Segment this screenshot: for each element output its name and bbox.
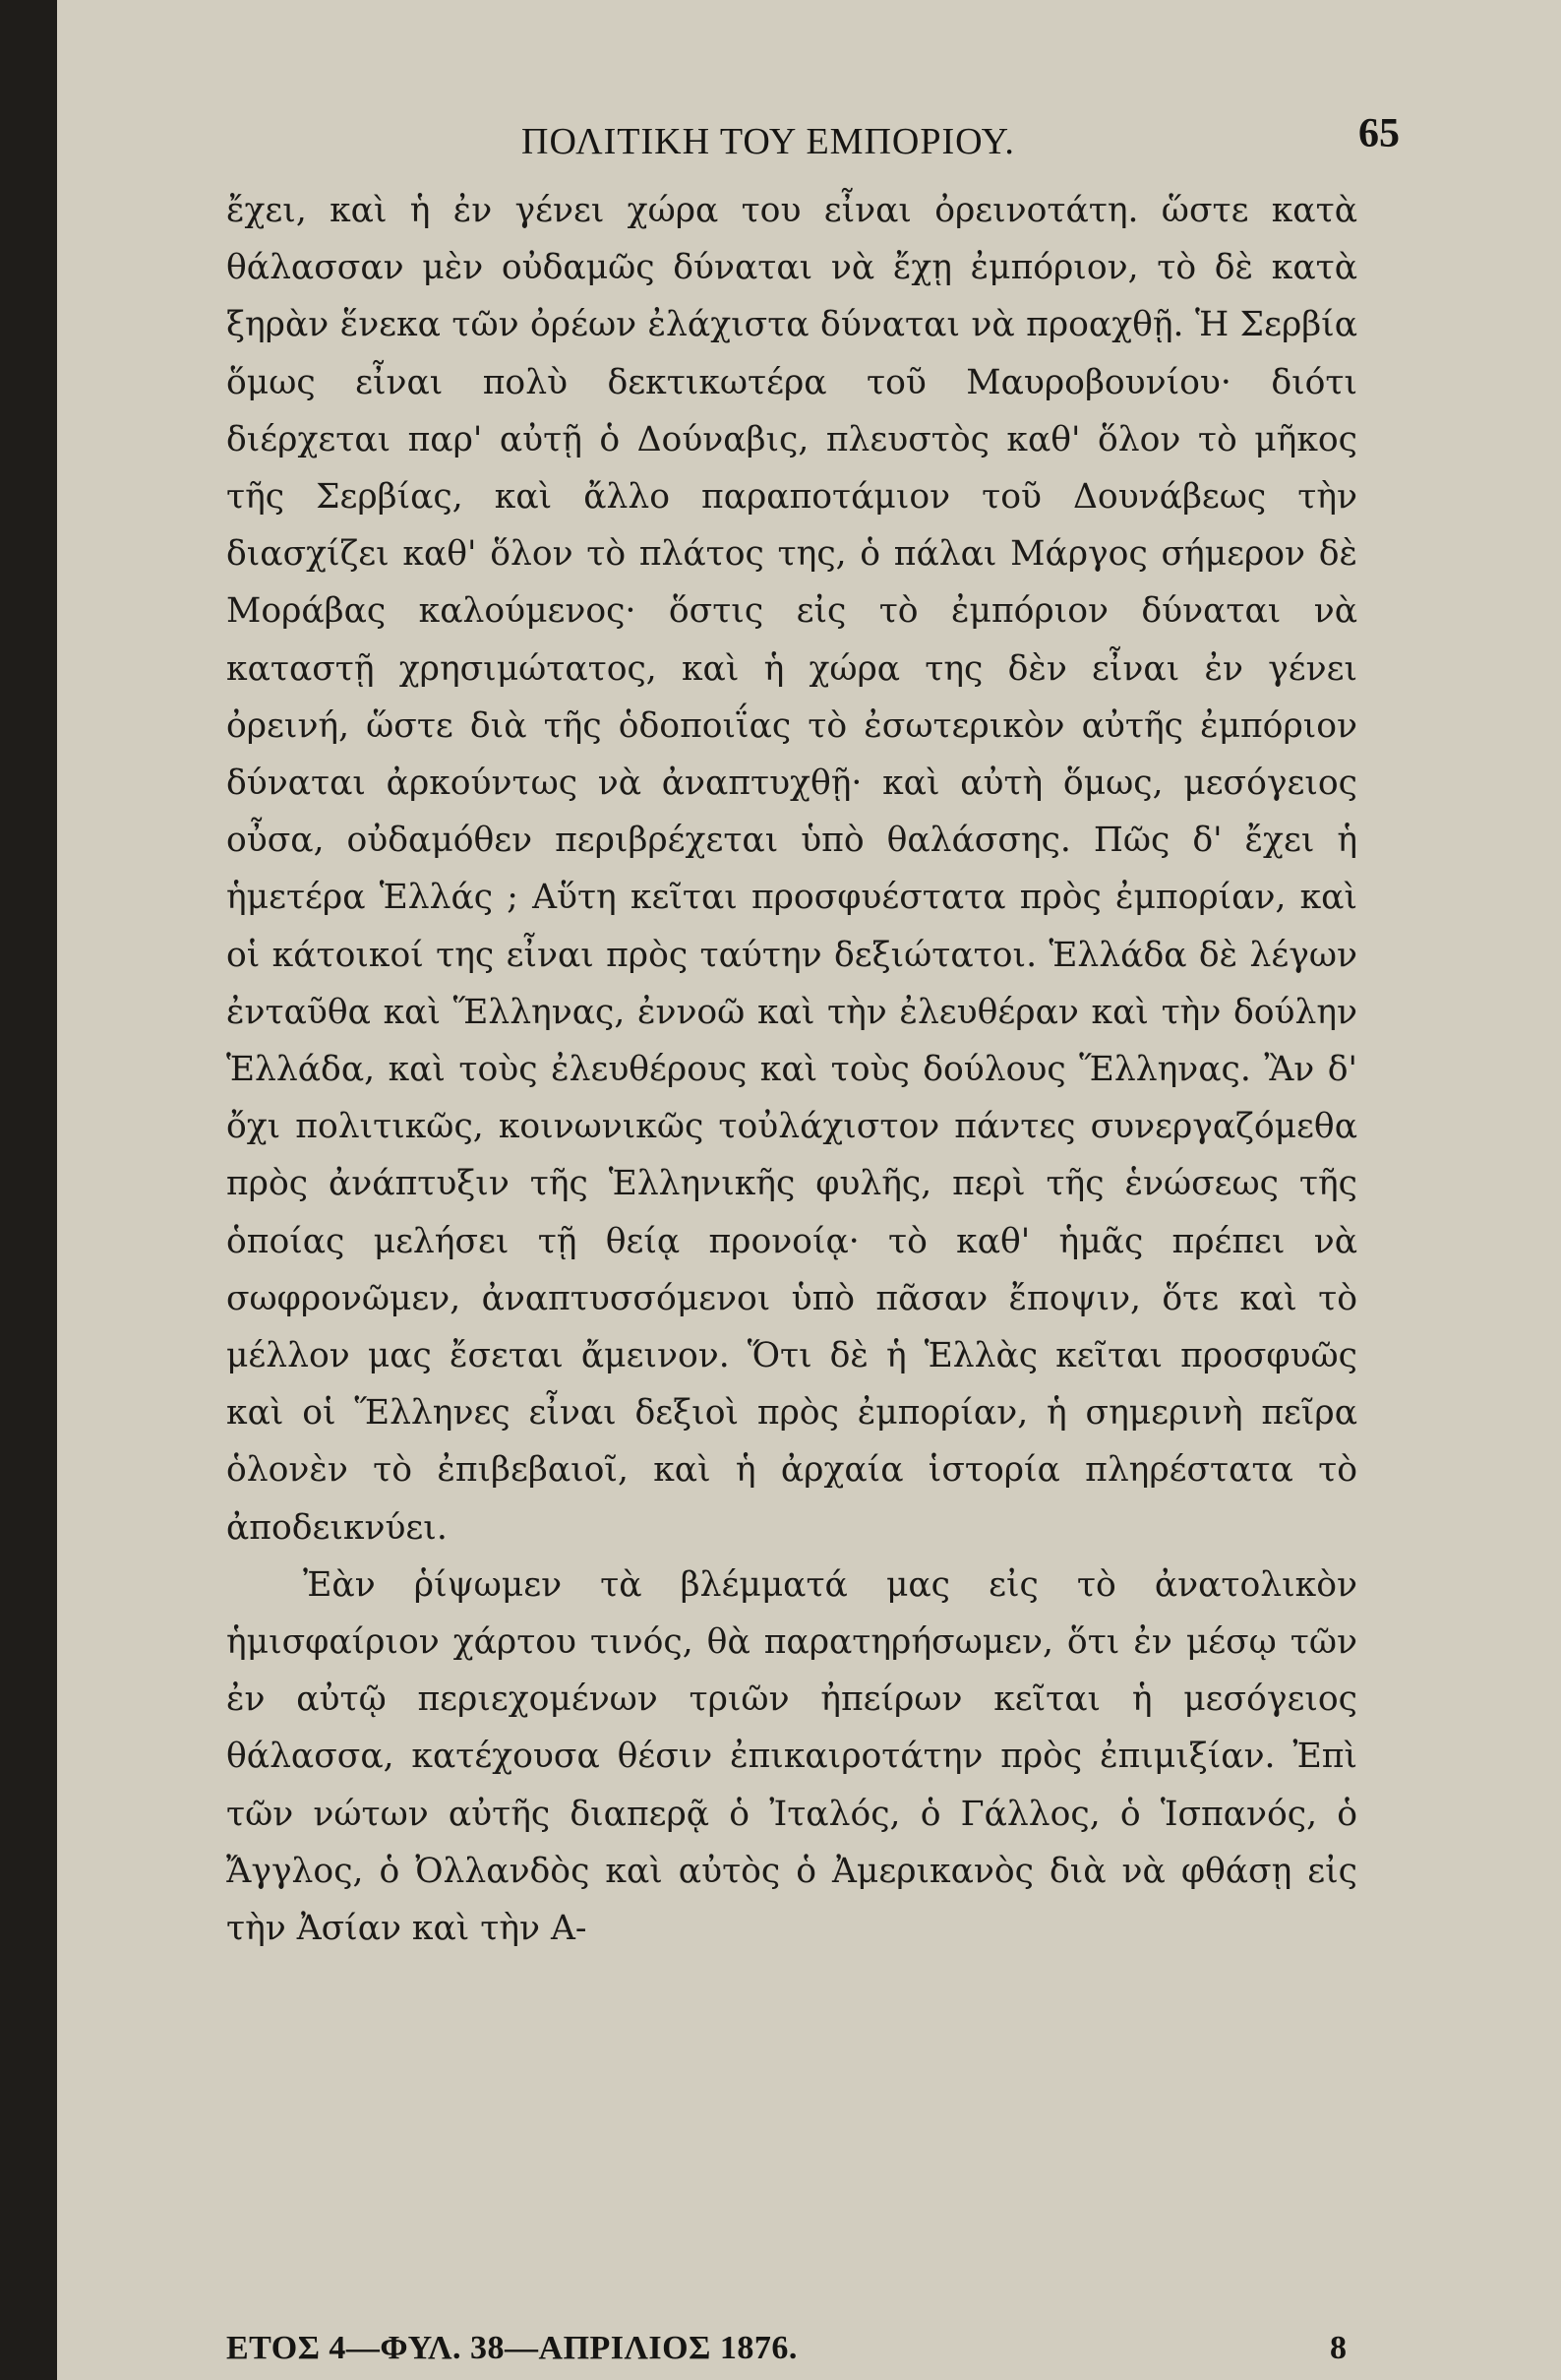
body-text [226, 182, 1357, 1957]
running-head [226, 110, 1421, 169]
signature-line [226, 2330, 1421, 2369]
book-page [57, 0, 1561, 2380]
running-title: ΠΟΛΙΤΙΚΗ ΤΟΥ ΕΜΠΟΡΙΟΥ. [521, 121, 1015, 162]
signature-text: ΕΤΟΣ 4—ΦΥΛ. 38—ΑΠΡΙΛΙΟΣ 1876. [226, 2330, 798, 2366]
signature-mark: 8 [1330, 2330, 1347, 2366]
paragraph: Ἐὰν ῥίψωμεν τὰ βλέμματά μας εἰς τὸ ἀνατολικὸν ἡμισφαίριον χάρτου τινός, θὰ παρατηρήσωμεν, ὅτι ἐν μέσῳ τῶν ἐν αὐτῷ περιεχομένων τριῶν ἠπείρων κεῖται ἡ μεσόγειος θάλασσα, κατέχουσα θέσιν ἐπικαιροτάτην πρὸς ἐπιμιξίαν. Ἐπὶ τῶν νώτων αὐτῆς διαπερᾷ ὁ Ἰταλός, ὁ Γάλλος, ὁ Ἱσπανός, ὁ Ἄγγλος, ὁ Ὀλλανδὸς καὶ αὐτὸς ὁ Ἀμερικανὸς διὰ νὰ φθάσῃ εἰς τὴν Ἀσίαν καὶ τὴν Α- [226, 1564, 1357, 1949]
paragraph: ἔχει, καὶ ἡ ἐν γένει χώρα του εἶναι ὀρεινοτάτη. ὥστε κατὰ θάλασσαν μὲν οὐδαμῶς δύναται νὰ ἔχῃ ἐμπόριον, τὸ δὲ κατὰ ξηρὰν ἕνεκα τῶν ὀρέων ἐλάχιστα δύναται νὰ προαχθῇ. Ἡ Σερβία ὅμως εἶναι πολὺ δεκτικωτέρα τοῦ Μαυροβουνίου· διότι διέρχεται παρ' αὐτῇ ὁ Δούναβις, πλευστὸς καθ' ὅλον τὸ μῆκος τῆς Σερβίας, καὶ ἄλλο παραποτάμιον τοῦ Δουνάβεως τὴν διασχίζει καθ' ὅλον τὸ πλάτος της, ὁ πάλαι Μάργος σήμερον δὲ Μοράβας καλούμενος· ὅστις εἰς τὸ ἐμπόριον δύναται νὰ καταστῇ χρησιμώτατος, καὶ ἡ χώρα της δὲν εἶναι ἐν γένει ὀρεινή, ὥστε διὰ τῆς ὁδοποιΐας τὸ ἐσωτερικὸν αὐτῆς ἐμπόριον δύναται ἀρκούντως νὰ ἀναπτυχθῇ· καὶ αὐτὴ ὅμως, μεσόγειος οὖσα, οὐδαμόθεν περιβρέχεται ὑπὸ θαλάσσης. Πῶς δ' ἔχει ἡ ἡμετέρα Ἑλλάς ; Αὕτη κεῖται προσφυέστατα πρὸς ἐμπορίαν, καὶ οἱ κάτοικοί της εἶναι πρὸς ταύτην δεξιώτατοι. Ἑλλάδα δὲ λέγων ἐνταῦθα καὶ Ἕλληνας, ἐννοῶ καὶ τὴν ἐλευθέραν καὶ τὴν δούλην Ἑλλάδα, καὶ τοὺς ἐλευθέρους καὶ τοὺς δούλους Ἕλληνας. Ἂν δ' ὄχι πολιτικῶς, κοινωνικῶς τοὐλάχιστον πάντες συνεργαζόμεθα πρὸς ἀνάπτυξιν τῆς Ἑλληνικῆς φυλῆς, περὶ τῆς ἑνώσεως τῆς ὁποίας μελήσει τῇ θείᾳ προνοίᾳ· τὸ καθ' ἡμᾶς πρέπει νὰ σωφρονῶμεν, ἀναπτυσσόμενοι ὑπὸ πᾶσαν ἔποψιν, ὅτε καὶ τὸ μέλλον μας ἔσεται ἄμεινον. Ὅτι δὲ ἡ Ἑλλὰς κεῖται προσφυῶς καὶ οἱ Ἕλληνες εἶναι δεξιοὶ πρὸς ἐμπορίαν, ἡ σημερινὴ πεῖρα ὁλονὲν τὸ ἐπιβεβαιοῖ, καὶ ἡ ἀρχαία ἱστορία πληρέστατα τὸ ἀποδεικνύει. [226, 191, 1357, 1548]
page-number: 65 [1358, 111, 1400, 156]
